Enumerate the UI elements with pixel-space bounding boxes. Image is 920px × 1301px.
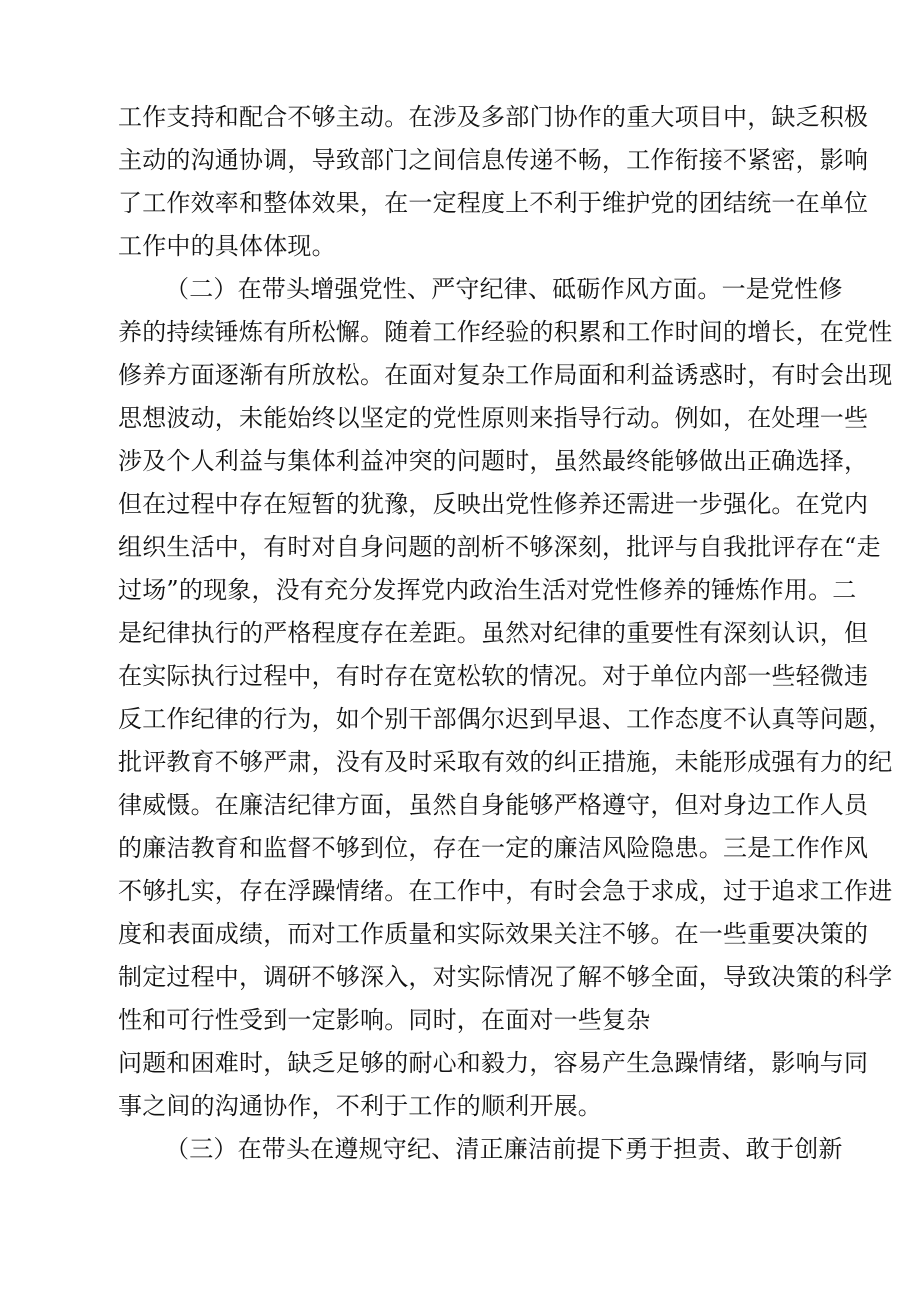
text-line: 不够扎实，存在浮躁情绪。在工作中，有时会急于求成，过于追求工作进 bbox=[118, 877, 893, 905]
text-line: 在实际执行过程中，有时存在宽松软的情况。对于单位内部一些轻微违 bbox=[118, 662, 869, 690]
text-line: 问题和困难时，缺乏足够的耐心和毅力，容易产生急躁情绪，影响与同 bbox=[118, 1049, 869, 1077]
text-line: 了工作效率和整体效果，在一定程度上不利于维护党的团结统一在单位 bbox=[118, 189, 869, 217]
text-line: 反工作纪律的行为，如个别干部偶尔迟到早退、工作态度不认真等问题， bbox=[118, 705, 893, 733]
text-line: 主动的沟通协调，导致部门之间信息传递不畅，工作衔接不紧密，影响 bbox=[118, 146, 869, 174]
text-line: 涉及个人利益与集体利益冲突的问题时，虽然最终能够做出正确选择， bbox=[118, 447, 869, 475]
text-line: 的廉洁教育和监督不够到位，存在一定的廉洁风险隐患。三是工作作风 bbox=[118, 834, 869, 862]
text-line: 律威慑。在廉洁纪律方面，虽然自身能够严格遵守，但对身边工作人员 bbox=[118, 791, 869, 819]
text-line: 是纪律执行的严格程度存在差距。虽然对纪律的重要性有深刻认识，但 bbox=[118, 619, 869, 647]
text-line: 组织生活中，有时对自身问题的剖析不够深刻，批评与自我批评存在“走 bbox=[118, 533, 881, 561]
text-line: 修养方面逐渐有所放松。在面对复杂工作局面和利益诱惑时，有时会出现 bbox=[118, 361, 893, 389]
text-line: 度和表面成绩，而对工作质量和实际效果关注不够。在一些重要决策的 bbox=[118, 920, 869, 948]
text-line: 制定过程中，调研不够深入，对实际情况了解不够全面，导致决策的科学 bbox=[118, 963, 893, 991]
text-line: 但在过程中存在短暂的犹豫，反映出党性修养还需进一步强化。在党内 bbox=[118, 490, 869, 518]
text-line: 养的持续锤炼有所松懈。随着工作经验的积累和工作时间的增长，在党性 bbox=[118, 318, 893, 346]
text-line: 思想波动，未能始终以坚定的党性原则来指导行动。例如，在处理一些 bbox=[118, 404, 869, 432]
text-line: 工作中的具体体现。 bbox=[118, 232, 336, 260]
text-line: 过场”的现象，没有充分发挥党内政治生活对党性修养的锤炼作用。二 bbox=[118, 576, 857, 604]
text-line: 性和可行性受到一定影响。同时，在面对一些复杂 bbox=[118, 1006, 651, 1034]
text-line: 工作支持和配合不够主动。在涉及多部门协作的重大项目中，缺乏积极 bbox=[118, 103, 869, 131]
text-line: 批评教育不够严肃，没有及时采取有效的纠正措施，未能形成强有力的纪 bbox=[118, 748, 893, 776]
section-heading-line: （三）在带头在遵规守纪、清正廉洁前提下勇于担责、敢于创新 bbox=[165, 1135, 843, 1163]
section-heading-line: （二）在带头增强党性、严守纪律、砥砺作风方面。一是党性修 bbox=[165, 275, 843, 303]
text-line: 事之间的沟通协作，不利于工作的顺利开展。 bbox=[118, 1092, 602, 1120]
